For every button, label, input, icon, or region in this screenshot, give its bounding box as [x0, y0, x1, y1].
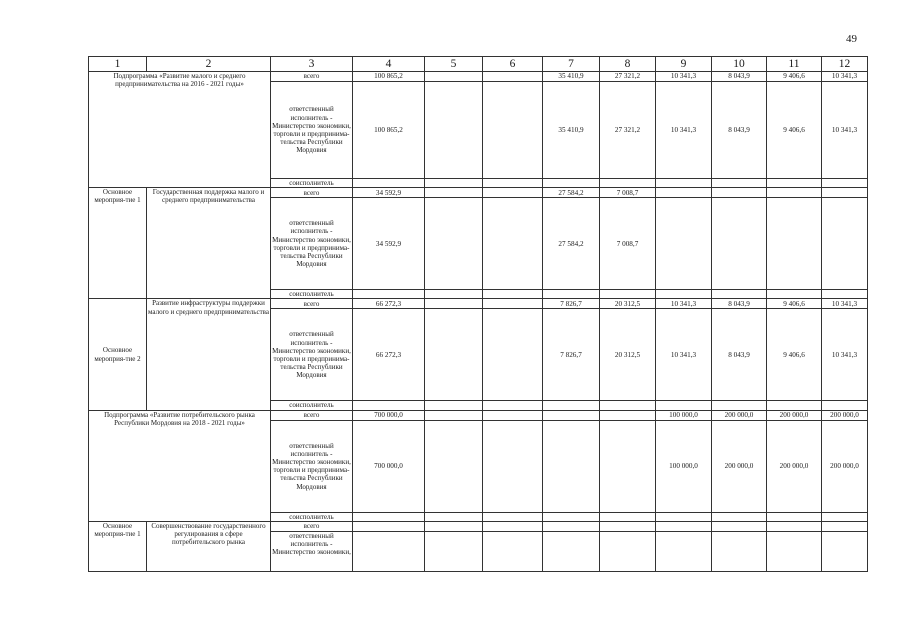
value-cell — [543, 410, 600, 420]
value-cell — [483, 82, 543, 179]
value-cell: 20 312,5 — [600, 299, 656, 309]
value-cell: 9 406,6 — [767, 72, 822, 82]
column-header: 9 — [656, 57, 712, 72]
column-header: 8 — [600, 57, 656, 72]
value-cell: 10 341,3 — [656, 72, 712, 82]
value-cell — [483, 299, 543, 309]
value-cell: 20 312,5 — [600, 309, 656, 401]
value-cell: 200 000,0 — [712, 420, 767, 512]
coexecutor-label: соисполнитель — [271, 512, 353, 521]
value-cell — [425, 309, 483, 401]
value-cell: 66 272,3 — [353, 299, 425, 309]
executor-label: ответственный исполнитель - Министерство экономики, торговли и предпринима-тельства Республики Мордовия — [271, 420, 353, 512]
value-cell: 10 341,3 — [656, 82, 712, 179]
row-type-label: всего — [271, 299, 353, 309]
value-cell: 200 000,0 — [822, 420, 868, 512]
value-cell — [425, 198, 483, 290]
value-cell: 7 008,7 — [600, 188, 656, 198]
value-cell: 8 043,9 — [712, 82, 767, 179]
table-row — [89, 188, 868, 198]
value-cell: 34 592,9 — [353, 198, 425, 290]
measure-code: Основное мероприя-тие 2 — [89, 299, 147, 410]
value-cell: 66 272,3 — [353, 309, 425, 401]
column-header: 7 — [543, 57, 600, 72]
value-cell — [656, 188, 712, 198]
measure-code: Основное мероприя-тие 1 — [89, 188, 147, 299]
value-cell: 200 000,0 — [767, 420, 822, 512]
coexecutor-label: соисполнитель — [271, 290, 353, 299]
value-cell: 27 321,2 — [600, 82, 656, 179]
value-cell — [822, 198, 868, 290]
column-header: 3 — [271, 57, 353, 72]
value-cell: 10 341,3 — [822, 309, 868, 401]
value-cell: 700 000,0 — [353, 410, 425, 420]
table-row — [89, 521, 868, 531]
column-header: 10 — [712, 57, 767, 72]
value-cell: 8 043,9 — [712, 72, 767, 82]
coexecutor-label: соисполнитель — [271, 179, 353, 188]
measure-title: Государственная поддержка малого и среднего предпринимательства — [147, 188, 271, 299]
value-cell — [425, 72, 483, 82]
value-cell: 10 341,3 — [656, 299, 712, 309]
value-cell — [425, 299, 483, 309]
value-cell: 9 406,6 — [767, 299, 822, 309]
executor-label: ответственный исполнитель - Министерство экономики, — [271, 531, 353, 571]
value-cell — [425, 420, 483, 512]
measure-title: Совершенствование государственного регулирования в сфере потребительского рынка — [147, 521, 271, 571]
value-cell — [483, 410, 543, 420]
column-header: 5 — [425, 57, 483, 72]
header-row — [89, 57, 868, 72]
value-cell: 100 000,0 — [656, 410, 712, 420]
value-cell — [543, 420, 600, 512]
value-cell — [483, 72, 543, 82]
value-cell: 7 826,7 — [543, 309, 600, 401]
executor-label: ответственный исполнитель - Министерство экономики, торговли и предпринима-тельства Республики Мордовия — [271, 309, 353, 401]
value-cell — [767, 188, 822, 198]
budget-table — [88, 56, 868, 572]
value-cell — [600, 410, 656, 420]
column-header: 11 — [767, 57, 822, 72]
executor-label: ответственный исполнитель - Министерство экономики, торговли и предпринима-тельства Республики Мордовия — [271, 198, 353, 290]
column-header: 1 — [89, 57, 147, 72]
value-cell — [656, 198, 712, 290]
value-cell: 35 410,9 — [543, 82, 600, 179]
value-cell: 35 410,9 — [543, 72, 600, 82]
value-cell — [767, 198, 822, 290]
row-type-label: всего — [271, 72, 353, 82]
value-cell — [483, 188, 543, 198]
value-cell: 27 584,2 — [543, 198, 600, 290]
value-cell: 700 000,0 — [353, 420, 425, 512]
value-cell: 100 865,2 — [353, 72, 425, 82]
value-cell: 200 000,0 — [767, 410, 822, 420]
value-cell: 8 043,9 — [712, 309, 767, 401]
subprogram-title: Подпрограмма «Развитие малого и среднего предпринимательства на 2016 - 2021 годы» — [89, 72, 271, 188]
value-cell: 8 043,9 — [712, 299, 767, 309]
value-cell: 9 406,6 — [767, 82, 822, 179]
column-header: 4 — [353, 57, 425, 72]
executor-label: ответственный исполнитель - Министерство экономики, торговли и предпринима-тельства Республики Мордовия — [271, 82, 353, 179]
value-cell: 10 341,3 — [822, 72, 868, 82]
column-header: 2 — [147, 57, 271, 72]
value-cell: 34 592,9 — [353, 188, 425, 198]
value-cell: 200 000,0 — [822, 410, 868, 420]
column-header: 6 — [483, 57, 543, 72]
value-cell — [425, 188, 483, 198]
subprogram-title: Подпрограмма «Развитие потребительского рынка Республики Мордовия на 2018 - 2021 годы» — [89, 410, 271, 521]
value-cell — [483, 420, 543, 512]
value-cell: 27 321,2 — [600, 72, 656, 82]
value-cell: 200 000,0 — [712, 410, 767, 420]
table-row — [89, 299, 868, 309]
row-type-label: всего — [271, 410, 353, 420]
value-cell: 10 341,3 — [656, 309, 712, 401]
value-cell: 7 826,7 — [543, 299, 600, 309]
value-cell — [712, 198, 767, 290]
value-cell — [425, 82, 483, 179]
coexecutor-label: соисполнитель — [271, 401, 353, 410]
value-cell — [483, 198, 543, 290]
row-type-label: всего — [271, 521, 353, 531]
page-number: 49 — [846, 33, 857, 45]
column-header: 12 — [822, 57, 868, 72]
value-cell — [822, 188, 868, 198]
value-cell: 7 008,7 — [600, 198, 656, 290]
value-cell: 100 865,2 — [353, 82, 425, 179]
value-cell: 10 341,3 — [822, 299, 868, 309]
value-cell — [483, 309, 543, 401]
value-cell — [600, 420, 656, 512]
value-cell — [712, 188, 767, 198]
measure-title: Развитие инфраструктуры поддержки малого и среднего предпринимательства — [147, 299, 271, 410]
row-type-label: всего — [271, 188, 353, 198]
table-row — [89, 410, 868, 420]
measure-code: Основное мероприя-тие 1 — [89, 521, 147, 571]
value-cell: 9 406,6 — [767, 309, 822, 401]
value-cell: 10 341,3 — [822, 82, 868, 179]
value-cell: 100 000,0 — [656, 420, 712, 512]
value-cell — [425, 410, 483, 420]
table-row — [89, 72, 868, 82]
value-cell: 27 584,2 — [543, 188, 600, 198]
